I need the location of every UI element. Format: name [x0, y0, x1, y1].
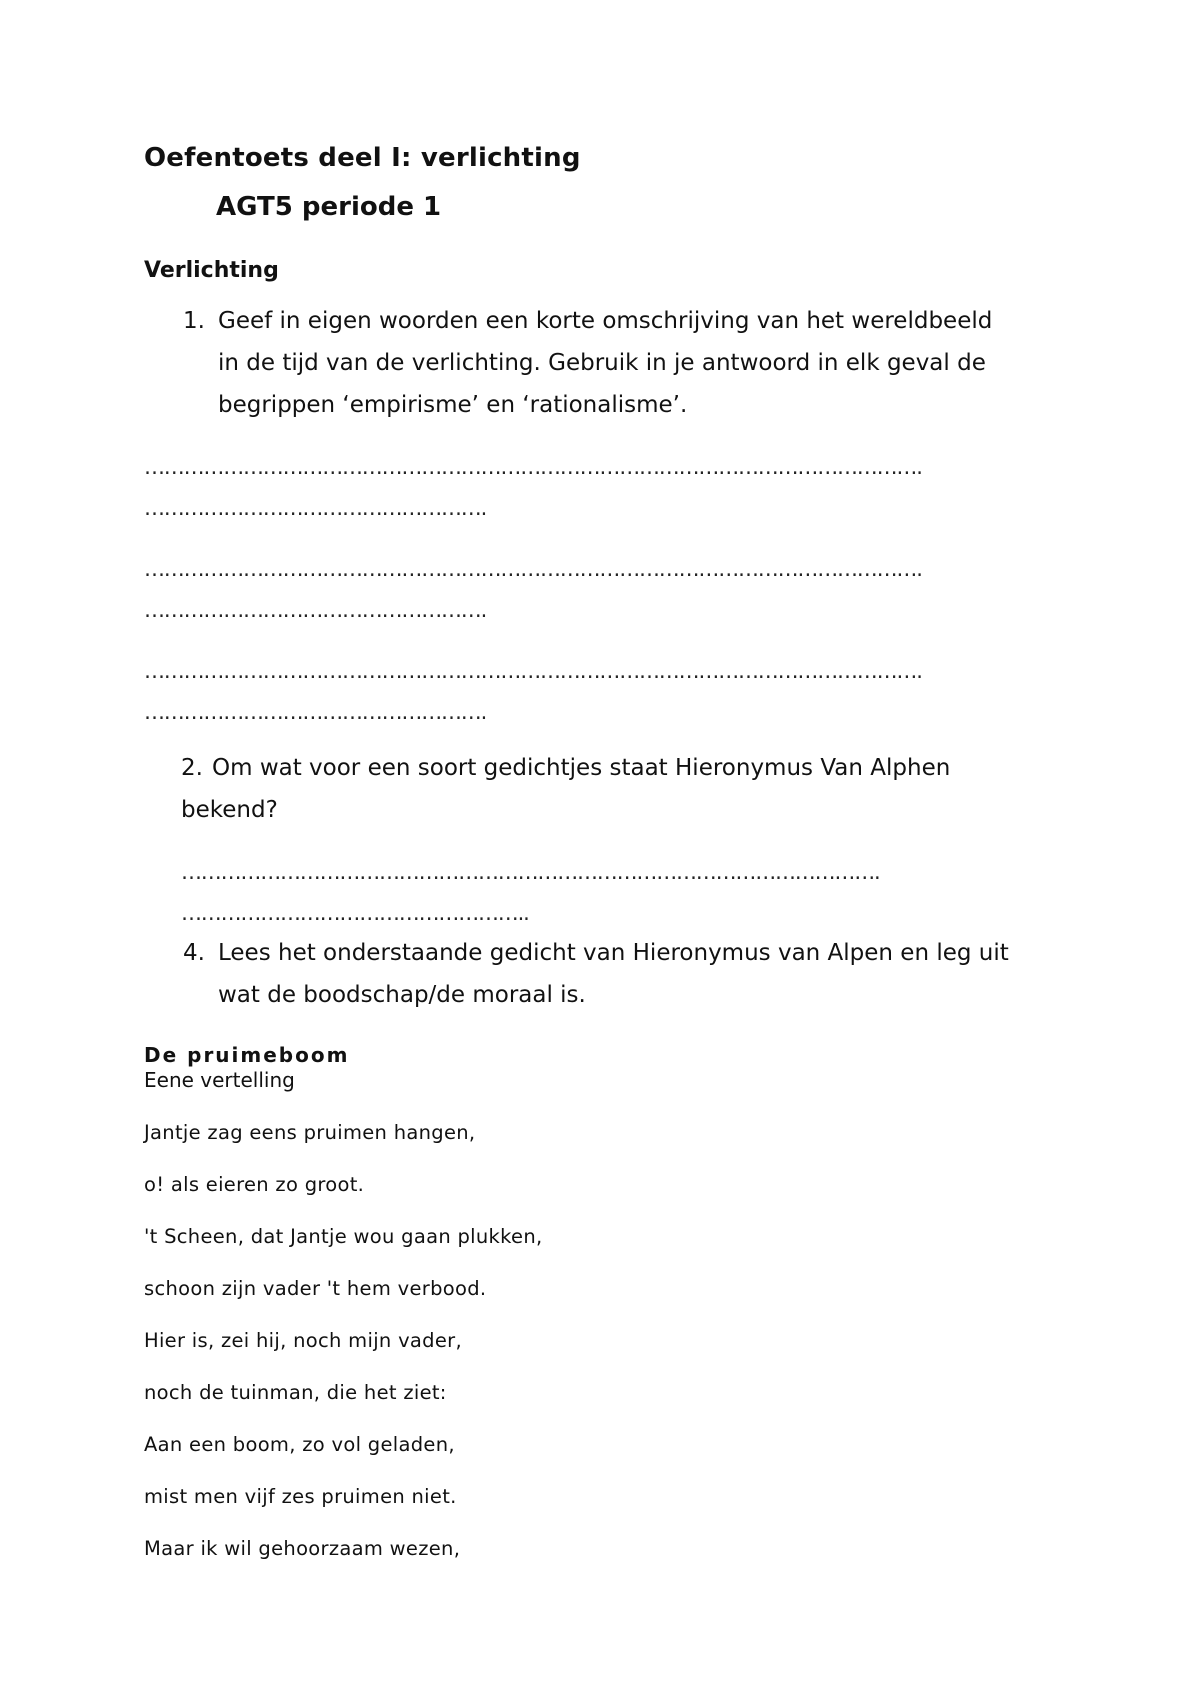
- poem-title: De pruimeboom: [144, 1043, 350, 1067]
- poem-line: Maar ik wil gehoorzaam wezen,: [144, 1537, 461, 1560]
- question-line: wat de boodschap/de moraal is.: [218, 982, 586, 1008]
- poem-line: Hier is, zei hij, noch mijn vader,: [144, 1329, 462, 1352]
- question-number: 4.: [183, 940, 205, 966]
- poem-line: mist men vijf zes pruimen niet.: [144, 1485, 457, 1508]
- poem-line: Aan een boom, zo vol geladen,: [144, 1433, 455, 1456]
- question-line: in de tijd van de verlichting. Gebruik in je antwoord in elk geval de: [218, 350, 986, 376]
- poem-line: 't Scheen, dat Jantje wou gaan plukken,: [144, 1225, 543, 1248]
- question-line: bekend?: [181, 797, 278, 823]
- answer-line[interactable]: ……………………………………………………………………………………………………….: [144, 455, 922, 479]
- poem-line: noch de tuinman, die het ziet:: [144, 1381, 447, 1404]
- answer-line[interactable]: ……………………………………………………………………………………………………….: [144, 557, 922, 581]
- answer-line[interactable]: …………………………………………….: [144, 700, 487, 724]
- question-line: Lees het onderstaande gedicht van Hieronymus van Alpen en leg uit: [218, 940, 1009, 966]
- answer-line[interactable]: …………………………………………….: [144, 598, 487, 622]
- question-line: Om wat voor een soort gedichtjes staat Hieronymus Van Alphen: [212, 755, 951, 781]
- answer-line[interactable]: …………………………………………………………………………………………….: [181, 860, 880, 884]
- document-title: Oefentoets deel I: verlichting: [144, 143, 581, 173]
- section-heading: Verlichting: [144, 258, 279, 283]
- answer-line[interactable]: …………………………………………….: [144, 496, 487, 520]
- answer-line[interactable]: ……………………………………………..: [181, 901, 529, 925]
- question-line: begrippen ‘empirisme’ en ‘rationalisme’.: [218, 392, 688, 418]
- poem-line: schoon zijn vader 't hem verbood.: [144, 1277, 487, 1300]
- poem-subtitle: Eene vertelling: [144, 1068, 295, 1092]
- question-line: Geef in eigen woorden een korte omschrijving van het wereldbeeld: [218, 308, 993, 334]
- poem-line: o! als eieren zo groot.: [144, 1173, 365, 1196]
- question-number: 2.: [181, 755, 203, 781]
- answer-line[interactable]: ……………………………………………………………………………………………………….: [144, 659, 922, 683]
- document-subtitle: AGT5 periode 1: [216, 192, 442, 222]
- question-number: 1.: [183, 308, 205, 334]
- poem-line: Jantje zag eens pruimen hangen,: [144, 1121, 476, 1144]
